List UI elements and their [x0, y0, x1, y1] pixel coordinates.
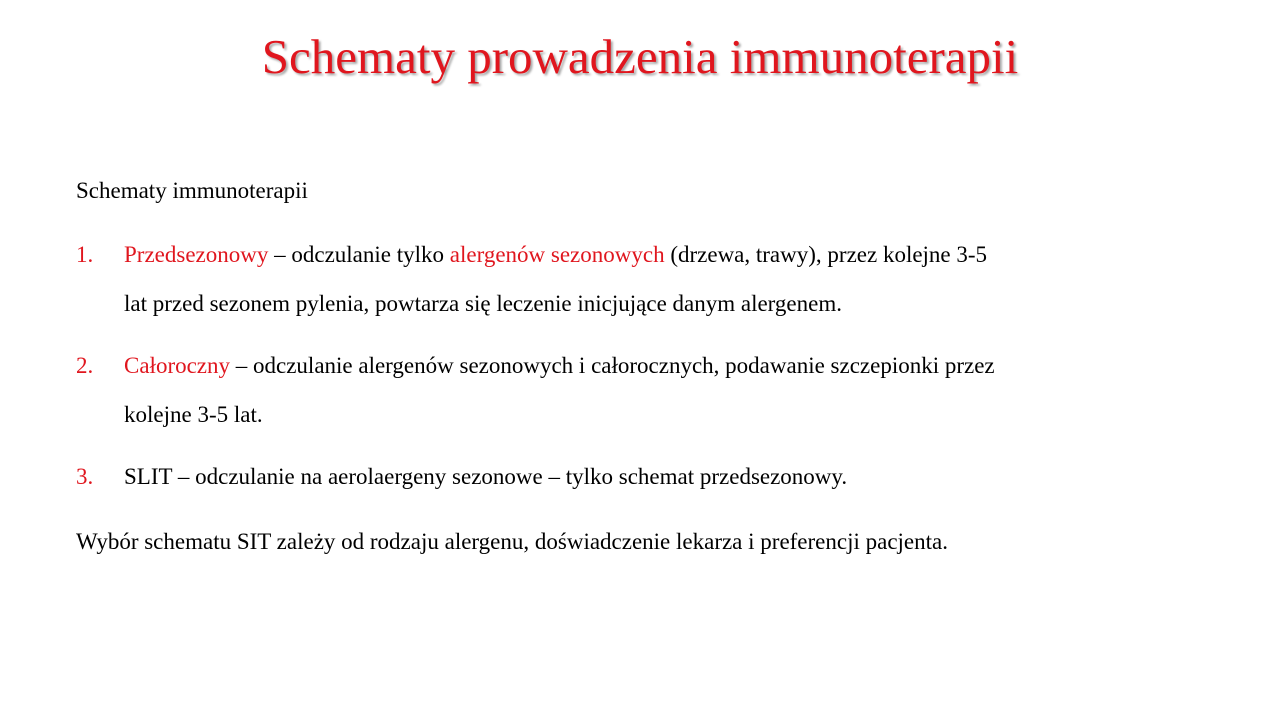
term-caloroczny: Całoroczny	[124, 353, 231, 378]
list-item-2	[76, 341, 1226, 439]
item-1-line-1-rest: (drzewa, trawy), przez kolejne 3-5	[664, 242, 988, 267]
list-number-2: 2.	[76, 353, 94, 378]
highlight-alergenow-sezonowych: alergenów sezonowych	[449, 242, 665, 267]
term-przedsezonowy: Przedsezonowy	[124, 242, 269, 267]
list-item-3	[76, 452, 1226, 501]
item-1-text-before: – odczulanie tylko	[268, 242, 450, 267]
outro-text: Wybór schematu SIT zależy od rodzaju alergenu, doświadczenie lekarza i preferencji pacjenta.	[76, 529, 948, 554]
slide-title: Schematy prowadzenia immunoterapii	[261, 29, 1019, 84]
item-2-line-1-rest: – odczulanie alergenów sezonowych i całorocznych, podawanie szczepionki przez	[230, 353, 995, 378]
intro-text: Schematy immunoterapii	[76, 178, 308, 203]
list-item-1-line-1	[124, 230, 1226, 279]
list-item-2-line-2: kolejne 3-5 lat.	[124, 402, 263, 427]
list-item-1	[76, 230, 1226, 328]
list-number-3: 3.	[76, 464, 94, 489]
list-item-2-line-1	[124, 341, 1226, 390]
list-item-1-line-2: lat przed sezonem pylenia, powtarza się leczenie inicjujące danym alergenem.	[124, 291, 842, 316]
list-item-3-line-1: SLIT – odczulanie na aerolaergeny sezonowe – tylko schemat przedsezonowy.	[124, 464, 848, 489]
list-number-1: 1.	[76, 242, 94, 267]
